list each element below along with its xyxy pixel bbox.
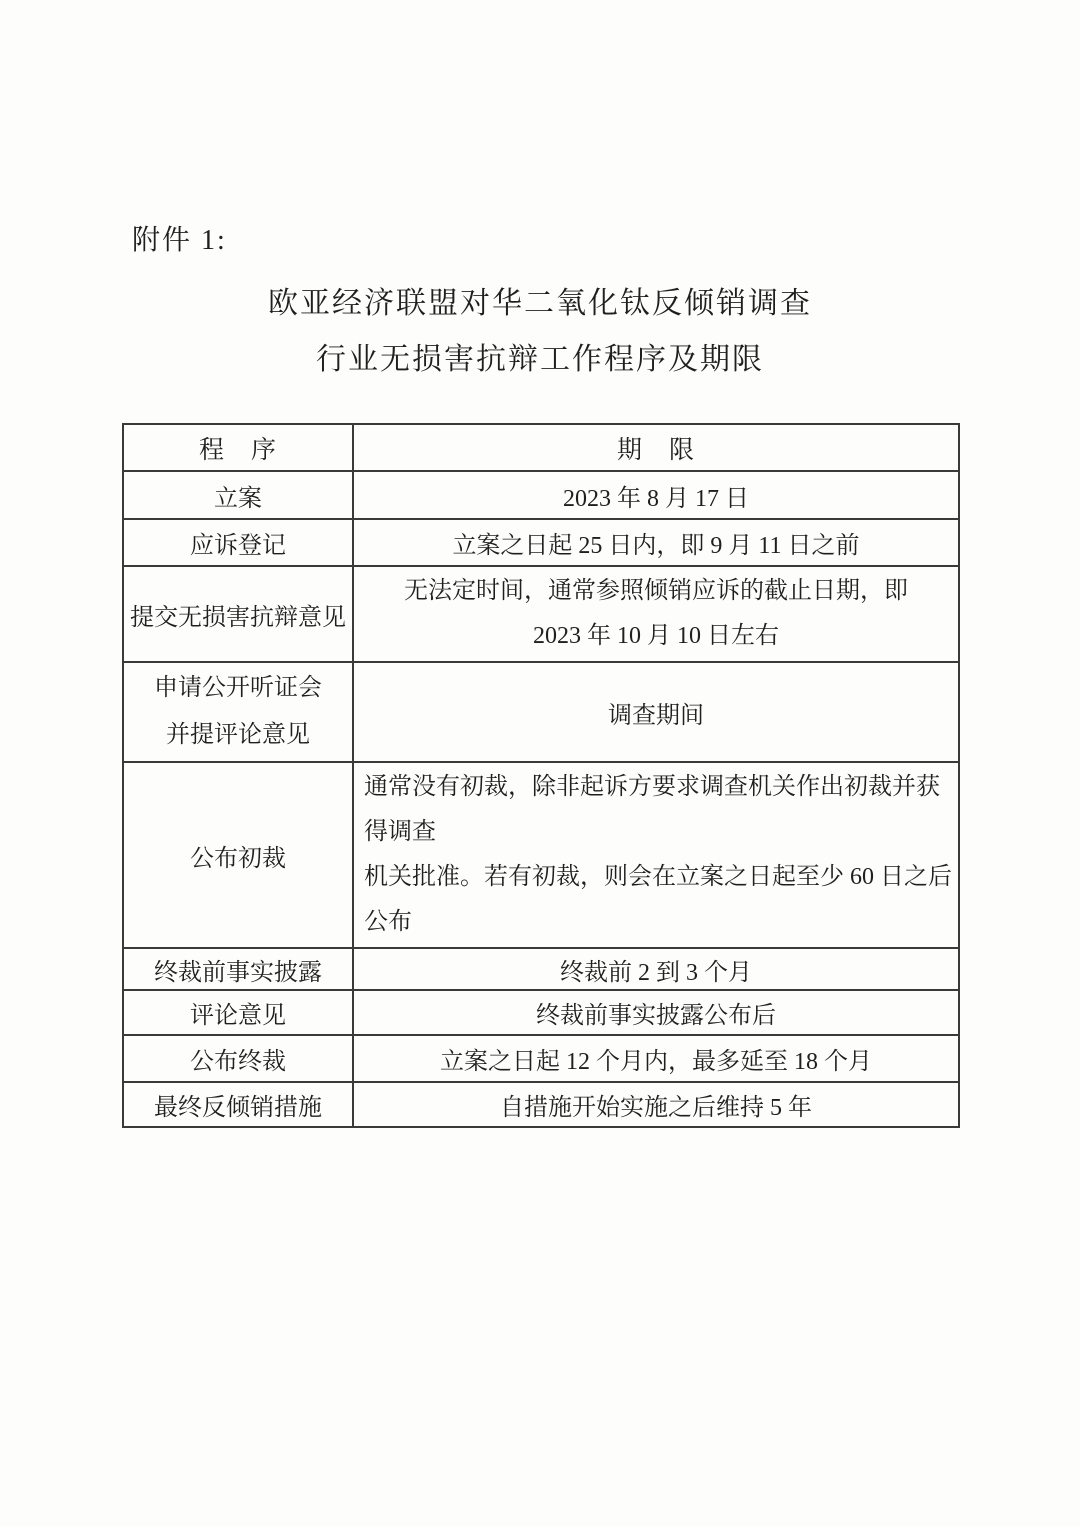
document-title <box>0 276 1080 388</box>
table-header-row <box>123 424 959 471</box>
table-row <box>123 519 959 566</box>
procedure-cell <box>123 662 353 762</box>
deadline-line: 机关批准。若有初裁，则会在立案之日起至少 60 日之后公布 <box>364 864 952 935</box>
procedure-cell: 公布初裁 <box>123 762 353 948</box>
deadline-line: 通常没有初裁，除非起诉方要求调查机关作出初裁并获得调查 <box>364 774 940 845</box>
deadline-cell: 立案之日起 12 个月内，最多延至 18 个月 <box>353 1035 959 1082</box>
procedure-cell: 公布终裁 <box>123 1035 353 1082</box>
header-deadline: 期 限 <box>353 424 959 471</box>
deadline-cell <box>353 762 959 948</box>
procedure-deadline-table <box>122 423 960 1128</box>
table-row <box>123 762 959 948</box>
deadline-line: 无法定时间，通常参照倾销应诉的截止日期，即 <box>404 578 908 604</box>
deadline-cell <box>353 566 959 662</box>
header-procedure: 程 序 <box>123 424 353 471</box>
deadline-cell: 终裁前事实披露公布后 <box>353 990 959 1035</box>
deadline-cell: 立案之日起 25 日内，即 9 月 11 日之前 <box>353 519 959 566</box>
attachment-label: 附件 1: <box>132 225 227 256</box>
table-row <box>123 1035 959 1082</box>
table-row <box>123 948 959 990</box>
procedure-cell: 应诉登记 <box>123 519 353 566</box>
procedure-cell: 终裁前事实披露 <box>123 948 353 990</box>
document-title-line2: 行业无损害抗辩工作程序及期限 <box>316 343 764 376</box>
table-row <box>123 471 959 519</box>
table-row <box>123 566 959 662</box>
procedure-line: 并提评论意见 <box>166 722 310 748</box>
procedure-cell: 立案 <box>123 471 353 519</box>
table-row <box>123 990 959 1035</box>
table-row <box>123 1082 959 1127</box>
procedure-cell: 提交无损害抗辩意见 <box>123 566 353 662</box>
deadline-cell: 终裁前 2 到 3 个月 <box>353 948 959 990</box>
deadline-cell: 自措施开始实施之后维持 5 年 <box>353 1082 959 1127</box>
document-title-line1: 欧亚经济联盟对华二氧化钛反倾销调查 <box>268 287 812 320</box>
deadline-line: 2023 年 10 月 10 日左右 <box>533 623 779 649</box>
procedure-cell: 评论意见 <box>123 990 353 1035</box>
table-row <box>123 662 959 762</box>
procedure-line: 申请公开听证会 <box>154 675 322 701</box>
deadline-cell: 调查期间 <box>353 662 959 762</box>
deadline-cell: 2023 年 8 月 17 日 <box>353 471 959 519</box>
procedure-cell: 最终反倾销措施 <box>123 1082 353 1127</box>
